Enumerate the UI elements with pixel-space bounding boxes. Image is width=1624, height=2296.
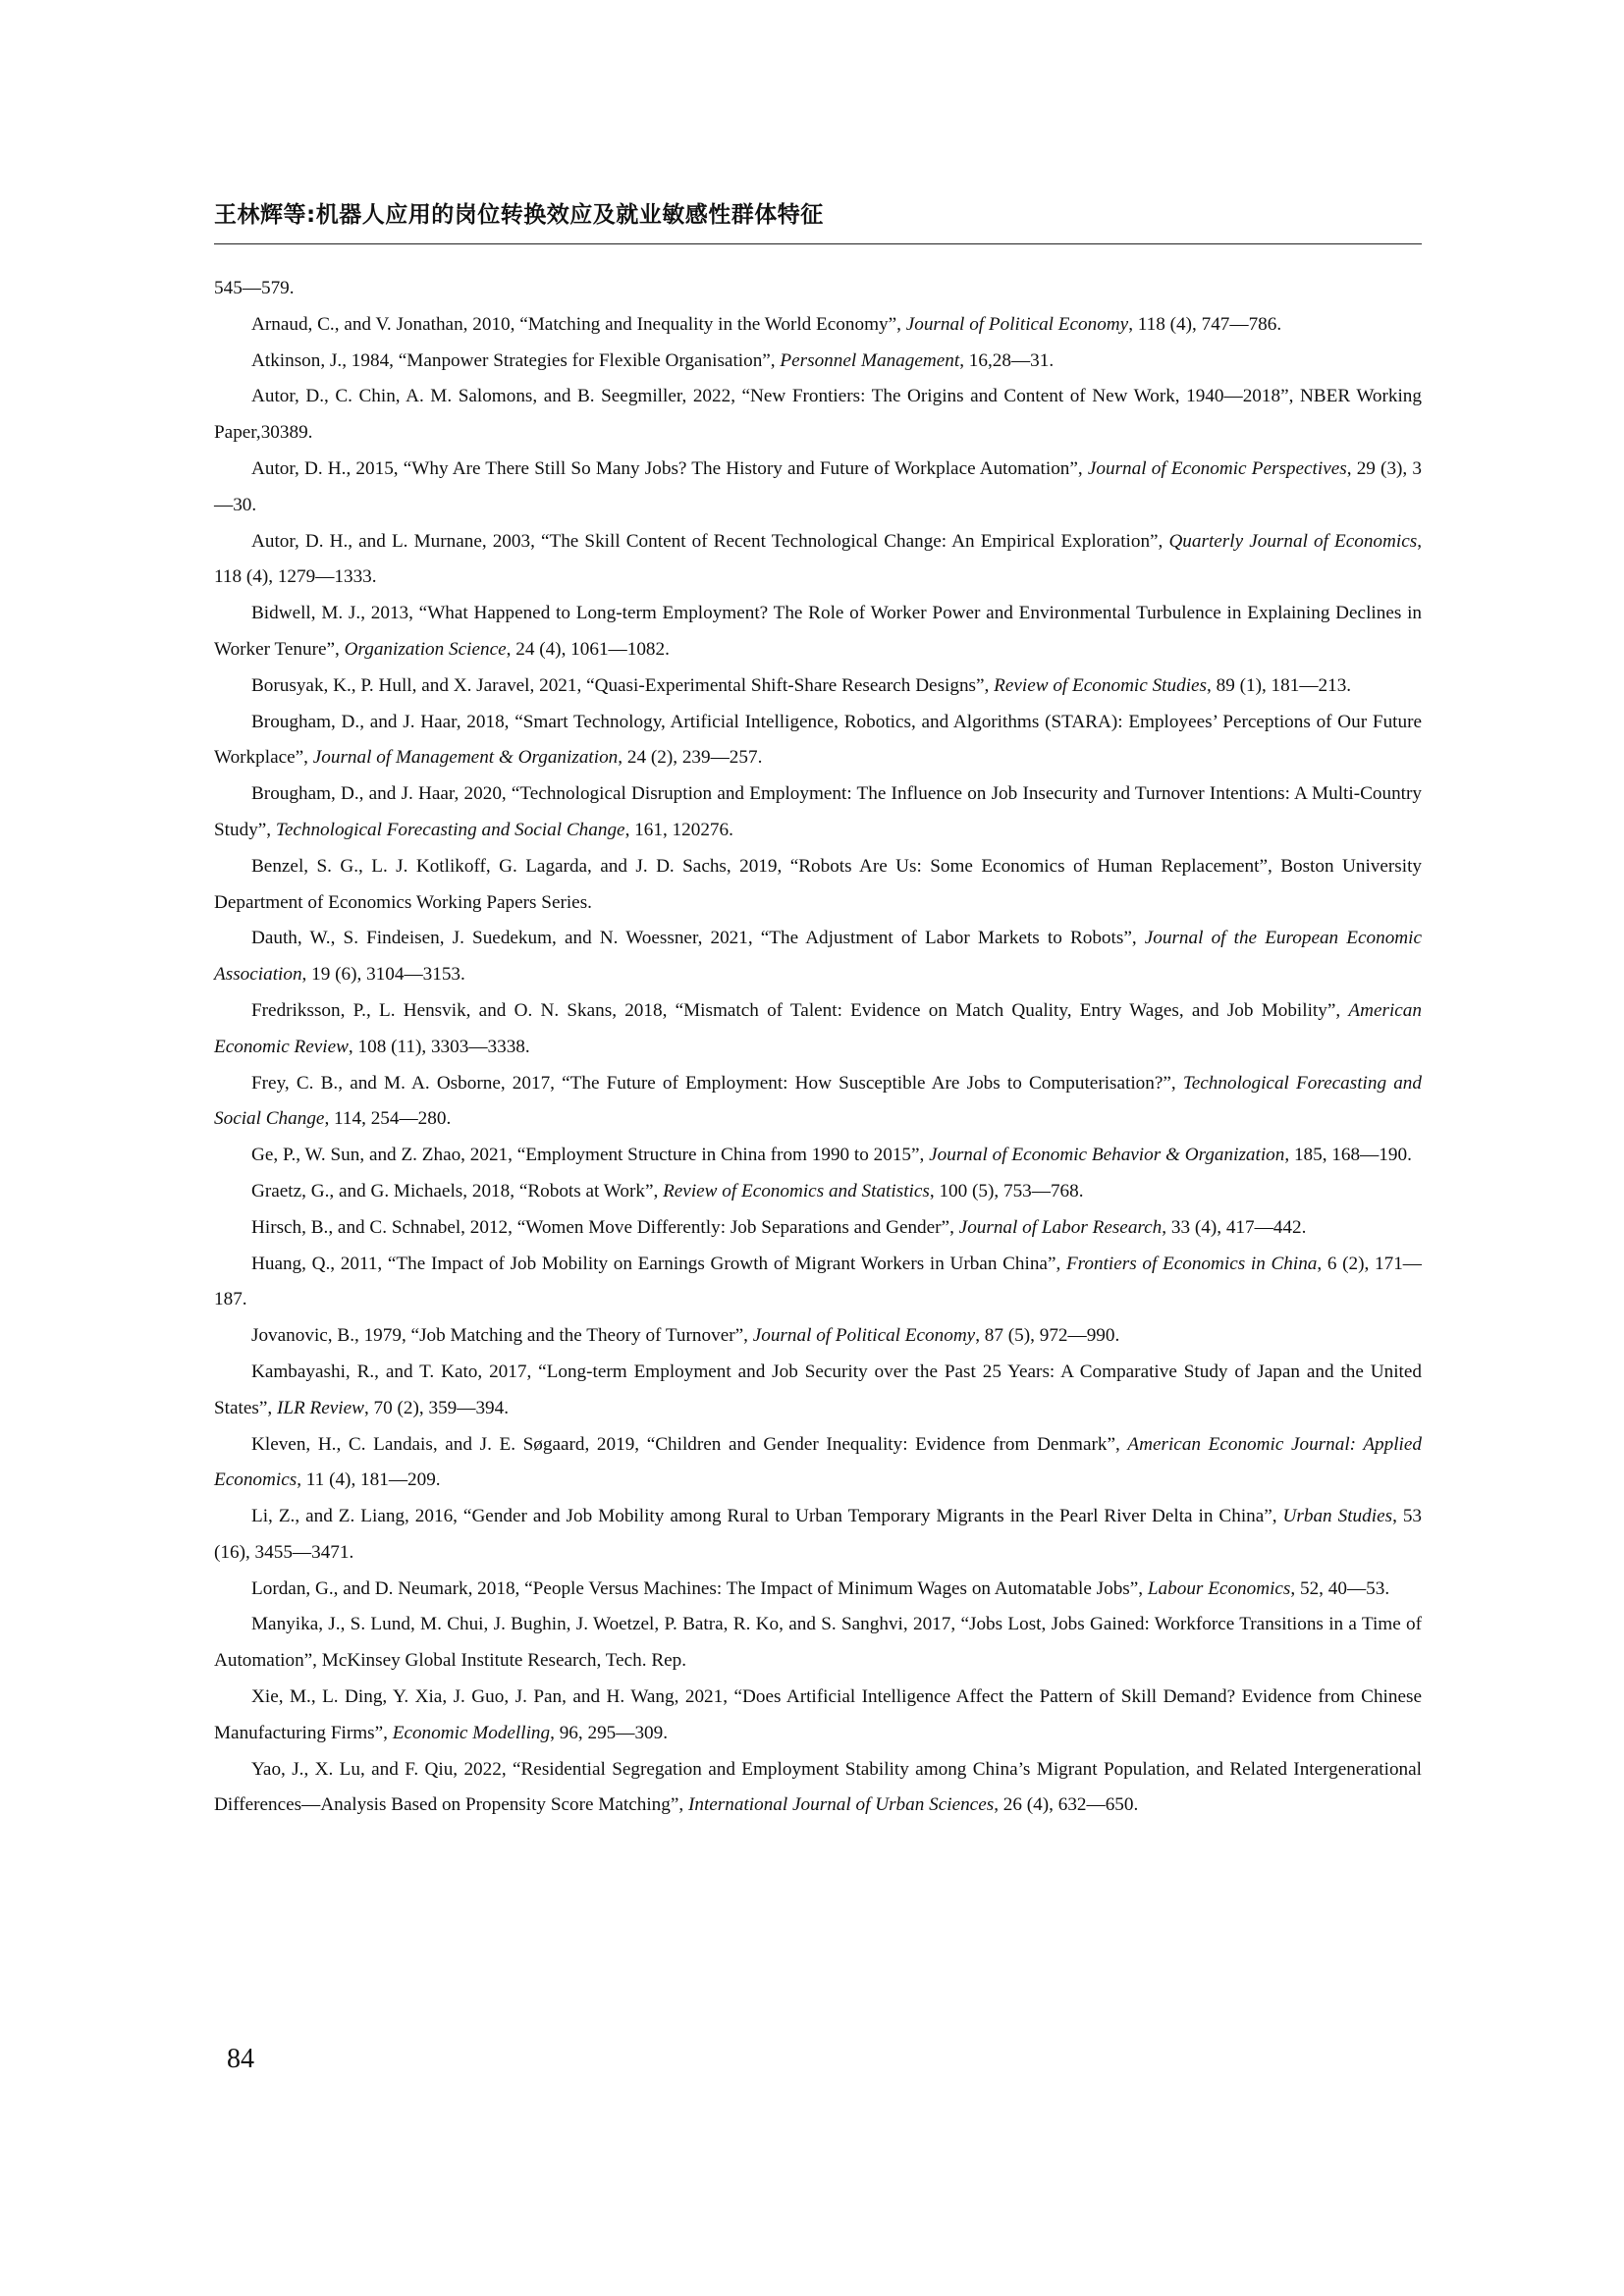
reference-journal: American Economic Review bbox=[214, 999, 1422, 1057]
reference-journal: Journal of Management & Organization bbox=[312, 747, 619, 769]
reference-journal: American Economic Journal: Applied Economics bbox=[214, 1433, 1423, 1491]
reference-text: Autor, D., C. Chin, A. M. Salomons, and B. Seegmiller, 2022, “New Frontiers: The Origins and Content of New Work, 1940—2018”, NBER Working Paper,30389. bbox=[214, 386, 1422, 444]
reference-journal: Review of Economics and Statistics bbox=[663, 1180, 930, 1201]
reference-entry bbox=[214, 776, 1422, 849]
reference-entry bbox=[214, 921, 1422, 993]
reference-entry bbox=[214, 705, 1422, 777]
reference-text: Benzel, S. G., L. J. Kotlikoff, G. Lagarda, and J. D. Sachs, 2019, “Robots Are Us: Some Economics of Human Replacement”, Boston University Department of Economics Working Papers Series. bbox=[214, 855, 1422, 913]
reference-journal: Journal of Labor Research bbox=[958, 1216, 1163, 1238]
reference-entry bbox=[214, 1752, 1422, 1825]
reference-journal: Personnel Management bbox=[780, 349, 960, 371]
running-header: 王林辉等:机器人应用的岗位转换效应及就业敏感性群体特征 bbox=[214, 202, 824, 228]
reference-details: , 100 (5), 753—768. bbox=[929, 1180, 1084, 1201]
reference-journal: Technological Forecasting and Social Change bbox=[214, 1072, 1422, 1130]
reference-entry bbox=[214, 1210, 1422, 1247]
reference-entry bbox=[214, 1247, 1422, 1319]
reference-entry bbox=[214, 993, 1422, 1066]
reference-details: , 118 (4), 1279—1333. bbox=[214, 530, 1422, 588]
reference-journal: Journal of the European Economic Association bbox=[214, 928, 1422, 986]
reference-text: Ge, P., W. Sun, and Z. Zhao, 2021, “Employment Structure in China from 1990 to 2015”, bbox=[251, 1145, 930, 1166]
reference-entry bbox=[214, 271, 1422, 307]
reference-journal: Labour Economics bbox=[1147, 1577, 1291, 1599]
reference-journal: Economic Modelling bbox=[392, 1722, 551, 1743]
reference-text: Kleven, H., C. Landais, and J. E. Søgaard, 2019, “Children and Gender Inequality: Evidence from Denmark”, bbox=[251, 1433, 1128, 1455]
reference-entry bbox=[214, 1138, 1422, 1174]
reference-journal: Journal of Political Economy bbox=[905, 313, 1129, 335]
reference-details: , 87 (5), 972—990. bbox=[975, 1325, 1120, 1347]
reference-journal: Organization Science bbox=[344, 638, 507, 660]
reference-entry bbox=[214, 1318, 1422, 1355]
reference-details: , 70 (2), 359—394. bbox=[363, 1397, 510, 1418]
reference-details: , 33 (4), 417—442. bbox=[1162, 1216, 1307, 1238]
reference-details: , 19 (6), 3104—3153. bbox=[301, 964, 465, 986]
reference-details: , 89 (1), 181—213. bbox=[1207, 674, 1352, 696]
reference-entry bbox=[214, 344, 1422, 380]
reference-entry bbox=[214, 524, 1422, 597]
reference-entry bbox=[214, 1427, 1422, 1500]
reference-entry bbox=[214, 307, 1422, 344]
reference-text: 545—579. bbox=[214, 278, 295, 298]
reference-journal: Journal of Economic Perspectives bbox=[1087, 457, 1347, 479]
reference-text: Huang, Q., 2011, “The Impact of Job Mobility on Earnings Growth of Migrant Workers in Urban China”, bbox=[251, 1253, 1066, 1274]
reference-journal: International Journal of Urban Sciences bbox=[687, 1794, 995, 1816]
reference-journal: Journal of Political Economy bbox=[752, 1325, 976, 1347]
reference-details: , 108 (11), 3303—3338. bbox=[348, 1036, 530, 1057]
reference-text: Lordan, G., and D. Neumark, 2018, “People Versus Machines: The Impact of Minimum Wages on Automatable Jobs”, bbox=[251, 1577, 1148, 1599]
reference-text: Graetz, G., and G. Michaels, 2018, “Robots at Work”, bbox=[251, 1180, 664, 1201]
reference-entry bbox=[214, 849, 1422, 922]
reference-text: Manyika, J., S. Lund, M. Chui, J. Bughin, J. Woetzel, P. Batra, R. Ko, and S. Sanghvi, 2017, “Jobs Lost, Jobs Gained: Workforce Transitions in a Time of Automation”, McKinsey Global Institute Research, Tech. Rep. bbox=[214, 1614, 1422, 1672]
reference-details: , 114, 254—280. bbox=[324, 1108, 452, 1130]
reference-entry bbox=[214, 1174, 1422, 1210]
reference-details: , 161, 120276. bbox=[624, 819, 733, 840]
reference-text: Yao, J., X. Lu, and F. Qiu, 2022, “Residential Segregation and Employment Stability among China’s Migrant Population, and Related Intergenerational Differences—Analysis Based on Propensity Score Matching”, bbox=[214, 1758, 1422, 1816]
reference-text: Kambayashi, R., and T. Kato, 2017, “Long-term Employment and Job Security over the Past 25 Years: A Comparative Study of Japan and the United States”, bbox=[214, 1361, 1422, 1418]
reference-text: Brougham, D., and J. Haar, 2018, “Smart Technology, Artificial Intelligence, Robotics, and Algorithms (STARA): Employees’ Perceptions of Our Future Workplace”, bbox=[214, 711, 1422, 769]
reference-details: , 96, 295—309. bbox=[550, 1722, 669, 1743]
reference-details: , 24 (4), 1061—1082. bbox=[506, 638, 670, 660]
reference-text: Brougham, D., and J. Haar, 2020, “Technological Disruption and Employment: The Influence on Job Insecurity and Turnover Intentions: A Multi-Country Study”, bbox=[214, 783, 1422, 840]
reference-details: , 6 (2), 171—187. bbox=[214, 1253, 1422, 1310]
reference-details: , 24 (2), 239—257. bbox=[618, 747, 763, 769]
reference-entry bbox=[214, 1355, 1422, 1427]
header-rule bbox=[214, 243, 1422, 244]
reference-entry bbox=[214, 1499, 1422, 1572]
reference-details: , 16,28—31. bbox=[959, 349, 1055, 371]
reference-details: , 53 (16), 3455—3471. bbox=[214, 1506, 1423, 1563]
reference-text: Dauth, W., S. Findeisen, J. Suedekum, and N. Woessner, 2021, “The Adjustment of Labor Markets to Robots”, bbox=[251, 928, 1145, 949]
reference-journal: Frontiers of Economics in China bbox=[1065, 1253, 1318, 1274]
reference-details: , 29 (3), 3—30. bbox=[214, 457, 1423, 515]
reference-list bbox=[214, 271, 1422, 1824]
reference-entry bbox=[214, 668, 1422, 705]
reference-entry bbox=[214, 1680, 1422, 1752]
reference-text: Li, Z., and Z. Liang, 2016, “Gender and Job Mobility among Rural to Urban Temporary Migrants in the Pearl River Delta in China”, bbox=[251, 1506, 1283, 1527]
reference-text: Arnaud, C., and V. Jonathan, 2010, “Matching and Inequality in the World Economy”, bbox=[251, 313, 906, 335]
reference-text: Hirsch, B., and C. Schnabel, 2012, “Women Move Differently: Job Separations and Gender”, bbox=[251, 1216, 959, 1238]
reference-entry bbox=[214, 596, 1422, 668]
page-number: 84 bbox=[227, 2044, 254, 2074]
reference-entry bbox=[214, 1607, 1422, 1680]
reference-entry bbox=[214, 1572, 1422, 1608]
reference-text: Jovanovic, B., 1979, “Job Matching and the Theory of Turnover”, bbox=[251, 1325, 753, 1347]
reference-entry bbox=[214, 452, 1422, 524]
reference-entry bbox=[214, 1066, 1422, 1139]
reference-details: , 185, 168—190. bbox=[1284, 1145, 1412, 1166]
reference-text: Autor, D. H., 2015, “Why Are There Still So Many Jobs? The History and Future of Workplace Automation”, bbox=[251, 457, 1088, 479]
reference-journal: Review of Economic Studies bbox=[994, 674, 1208, 696]
reference-entry bbox=[214, 379, 1422, 452]
reference-text: Xie, M., L. Ding, Y. Xia, J. Guo, J. Pan, and H. Wang, 2021, “Does Artificial Intelligence Affect the Pattern of Skill Demand? Evidence from Chinese Manufacturing Firms”, bbox=[214, 1686, 1422, 1743]
reference-text: Frey, C. B., and M. A. Osborne, 2017, “The Future of Employment: How Susceptible Are Jobs to Computerisation?”, bbox=[251, 1072, 1183, 1094]
reference-details: , 11 (4), 181—209. bbox=[297, 1469, 441, 1491]
reference-text: Autor, D. H., and L. Murnane, 2003, “The Skill Content of Recent Technological Change: An Empirical Exploration”, bbox=[251, 530, 1169, 552]
reference-journal: Technological Forecasting and Social Change bbox=[275, 819, 625, 840]
reference-journal: ILR Review bbox=[276, 1397, 364, 1418]
reference-text: Borusyak, K., P. Hull, and X. Jaravel, 2021, “Quasi-Experimental Shift-Share Research Designs”, bbox=[251, 674, 995, 696]
reference-text: Bidwell, M. J., 2013, “What Happened to Long-term Employment? The Role of Worker Power and Environmental Turbulence in Explaining Declines in Worker Tenure”, bbox=[214, 603, 1422, 660]
reference-journal: Urban Studies bbox=[1282, 1506, 1393, 1527]
reference-text: Fredriksson, P., L. Hensvik, and O. N. Skans, 2018, “Mismatch of Talent: Evidence on Match Quality, Entry Wages, and Job Mobility”, bbox=[251, 999, 1349, 1021]
reference-details: , 26 (4), 632—650. bbox=[994, 1794, 1139, 1816]
reference-text: Atkinson, J., 1984, “Manpower Strategies for Flexible Organisation”, bbox=[251, 349, 781, 371]
reference-journal: Quarterly Journal of Economics bbox=[1168, 530, 1418, 552]
reference-journal: Journal of Economic Behavior & Organization bbox=[929, 1145, 1285, 1166]
reference-details: , 118 (4), 747—786. bbox=[1128, 313, 1282, 335]
reference-details: , 52, 40—53. bbox=[1290, 1577, 1390, 1599]
